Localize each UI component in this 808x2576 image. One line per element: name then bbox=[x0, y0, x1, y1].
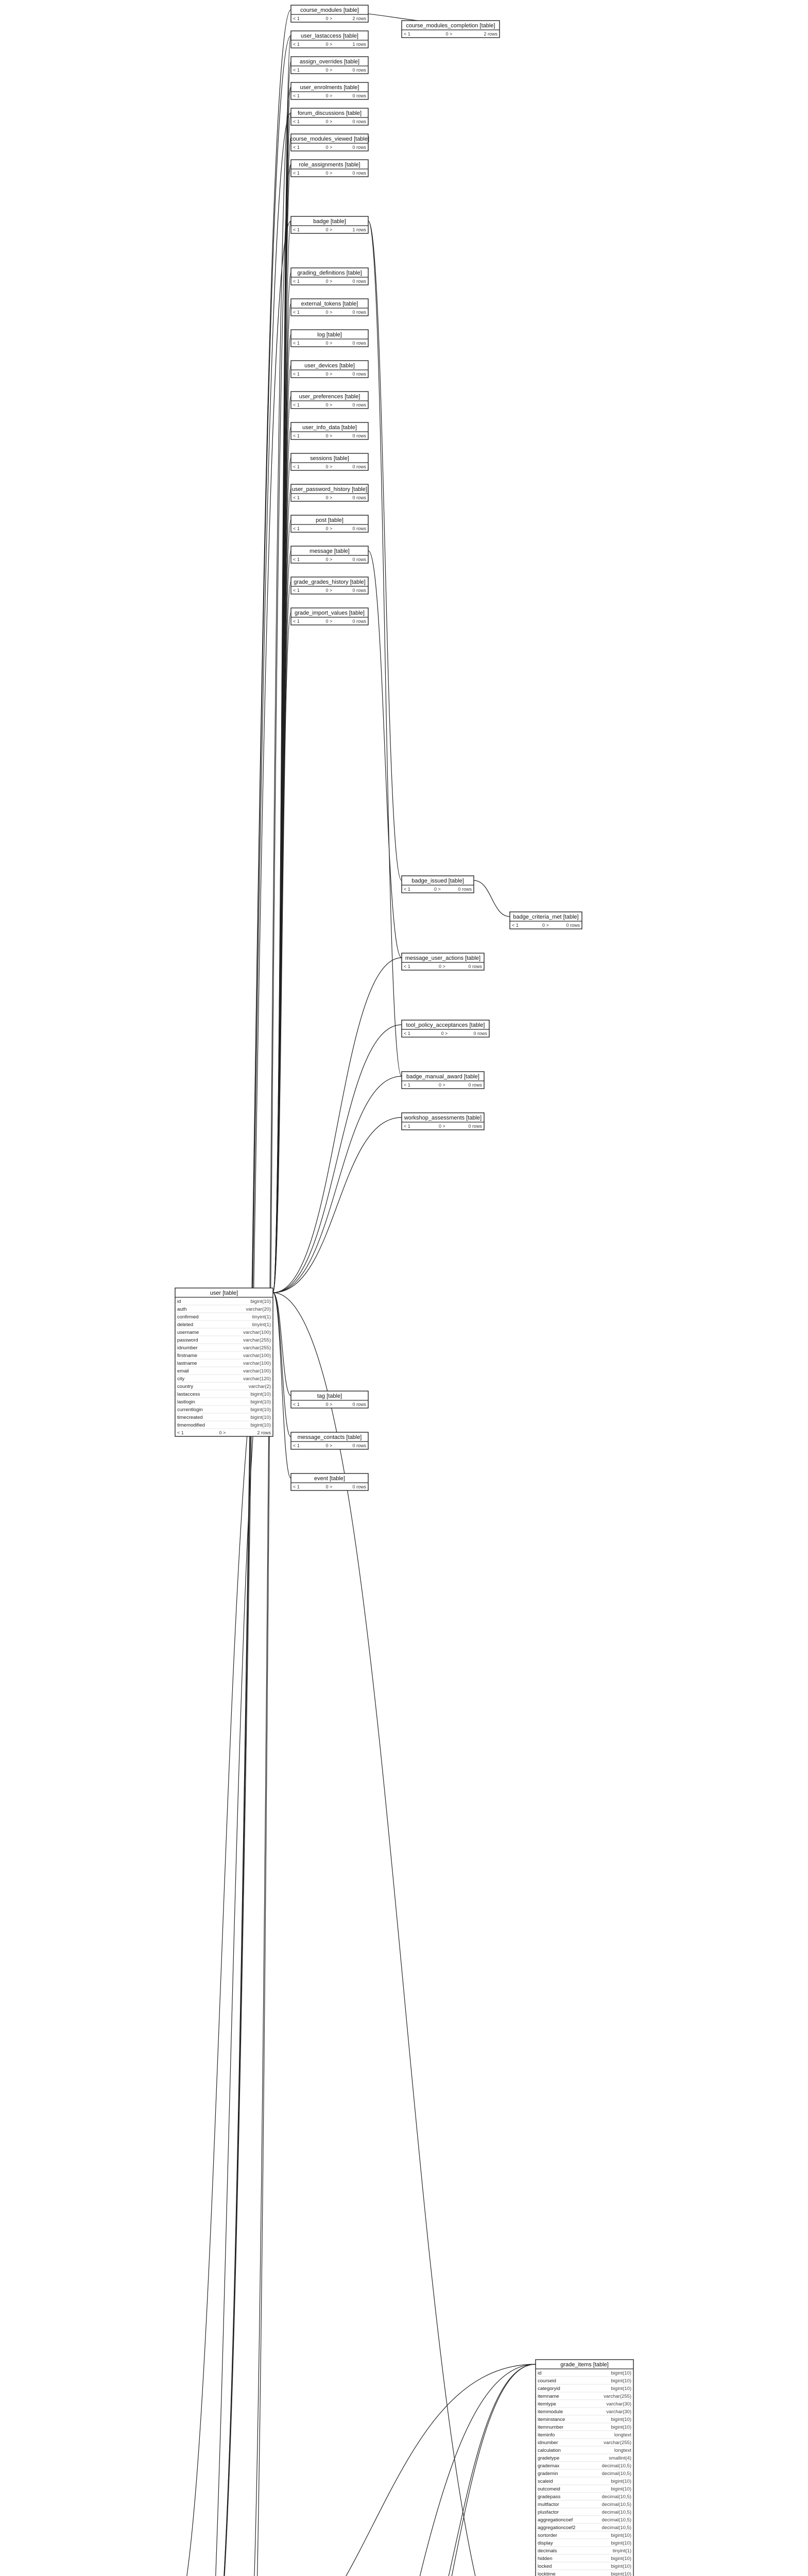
table-course-modules[interactable] bbox=[291, 5, 368, 22]
column-type: tinyint(1) bbox=[252, 1314, 271, 1320]
column-type: varchar(100) bbox=[243, 1368, 271, 1374]
column-name: idnumber bbox=[177, 1345, 198, 1351]
footer-row-count: 1 rows bbox=[352, 227, 366, 232]
column-type: bigint(10) bbox=[611, 2556, 631, 2562]
table-title: user_info_data [table] bbox=[302, 425, 357, 431]
footer-children-count: 0 > bbox=[325, 1402, 333, 1407]
column-name: display bbox=[538, 2540, 553, 2546]
column-type: varchar(20) bbox=[246, 1307, 271, 1312]
footer-parents-count: < 1 bbox=[293, 16, 300, 21]
footer-parents-count: < 1 bbox=[293, 1402, 300, 1407]
column-name: sortorder bbox=[538, 2533, 558, 2538]
column-name: grademin bbox=[538, 2471, 558, 2477]
footer-children-count: 0 > bbox=[325, 145, 333, 150]
footer-parents-count: < 1 bbox=[177, 1430, 184, 1435]
column-type: tinyint(1) bbox=[252, 1322, 271, 1328]
column-type: decimal(10,5) bbox=[601, 2510, 631, 2515]
column-name: currentlogin bbox=[177, 1407, 203, 1413]
column-type: bigint(10) bbox=[611, 2479, 631, 2484]
footer-row-count: 0 rows bbox=[352, 433, 366, 438]
column-name: scaleid bbox=[538, 2479, 553, 2484]
footer-children-count: 0 > bbox=[325, 341, 333, 346]
table-log[interactable] bbox=[291, 330, 368, 347]
column-type: varchar(255) bbox=[243, 1337, 271, 1343]
footer-row-count: 0 rows bbox=[352, 310, 366, 315]
table-title: user_password_history [table] bbox=[291, 486, 368, 493]
footer-parents-count: < 1 bbox=[293, 279, 300, 284]
table-boxes bbox=[10, 5, 633, 2576]
footer-children-count: 0 > bbox=[325, 1443, 333, 1448]
footer-children-count: 0 > bbox=[325, 557, 333, 562]
footer-row-count: 0 rows bbox=[352, 464, 366, 469]
footer-children-count: 0 > bbox=[325, 433, 333, 438]
column-name: lastlogin bbox=[177, 1399, 195, 1405]
table-badge-manual-award[interactable] bbox=[402, 1072, 484, 1089]
column-type: bigint(10) bbox=[611, 2533, 631, 2538]
footer-children-count: 0 > bbox=[325, 119, 333, 124]
column-type: decimal(10,5) bbox=[601, 2471, 631, 2477]
column-type: bigint(10) bbox=[250, 1299, 271, 1304]
table-user-info-data[interactable] bbox=[291, 422, 368, 439]
column-name: city bbox=[177, 1376, 185, 1382]
table-title: sessions [table] bbox=[310, 455, 349, 462]
table-course-modules-viewed[interactable] bbox=[290, 134, 369, 151]
footer-children-count: 0 > bbox=[325, 310, 333, 315]
column-type: varchar(255) bbox=[604, 2394, 631, 2399]
table-title: user_devices [table] bbox=[304, 363, 355, 369]
footer-children-count: 0 > bbox=[325, 67, 333, 73]
footer-row-count: 0 rows bbox=[468, 1082, 482, 1088]
table-badge-criteria-met[interactable] bbox=[510, 912, 582, 929]
footer-children-count: 0 > bbox=[325, 279, 333, 284]
table-title: user_enrolments [table] bbox=[300, 84, 359, 91]
footer-parents-count: < 1 bbox=[404, 964, 410, 969]
table-course-modules-completion[interactable] bbox=[402, 21, 500, 38]
table-title: badge_issued [table] bbox=[411, 878, 464, 884]
column-name: grademax bbox=[538, 2463, 560, 2469]
table-title: user_preferences [table] bbox=[299, 394, 360, 400]
column-name: username bbox=[177, 1330, 199, 1335]
column-name: country bbox=[177, 1384, 194, 1389]
column-type: varchar(255) bbox=[243, 1345, 271, 1351]
table-event[interactable] bbox=[291, 1473, 368, 1490]
table-title: log [table] bbox=[317, 332, 342, 338]
footer-children-count: 0 > bbox=[325, 93, 333, 98]
table-external-tokens[interactable] bbox=[291, 299, 368, 316]
edge-message-contacts-to-user bbox=[273, 1293, 291, 1437]
table-title: assign_overrides [table] bbox=[299, 59, 360, 65]
footer-row-count: 0 rows bbox=[352, 67, 366, 73]
footer-row-count: 0 rows bbox=[352, 1443, 366, 1448]
footer-parents-count: < 1 bbox=[293, 464, 300, 469]
footer-row-count: 0 rows bbox=[352, 402, 366, 408]
column-name: firstname bbox=[177, 1353, 198, 1359]
column-type: decimal(10,5) bbox=[601, 2517, 631, 2523]
edge-grade-items-to-grade-categories bbox=[373, 2364, 536, 2576]
footer-row-count: 2 rows bbox=[352, 16, 366, 21]
column-type: tinyint(1) bbox=[612, 2548, 631, 2554]
table-title: event [table] bbox=[314, 1476, 345, 1482]
table-user-devices[interactable] bbox=[291, 361, 368, 378]
column-name: decimals bbox=[538, 2548, 557, 2554]
edge-badge-issued-to-badge bbox=[368, 221, 402, 880]
column-type: varchar(2) bbox=[248, 1384, 271, 1389]
column-name: password bbox=[177, 1337, 198, 1343]
footer-row-count: 0 rows bbox=[458, 887, 472, 892]
footer-parents-count: < 1 bbox=[293, 145, 300, 150]
footer-children-count: 0 > bbox=[439, 1124, 445, 1129]
table-post[interactable] bbox=[291, 515, 368, 532]
column-name: lastname bbox=[177, 1361, 197, 1366]
footer-children-count: 0 > bbox=[325, 495, 333, 500]
column-type: smallint(4) bbox=[609, 2455, 631, 2461]
column-type: varchar(100) bbox=[243, 1330, 271, 1335]
footer-parents-count: < 1 bbox=[404, 31, 410, 37]
footer-children-count: 0 > bbox=[542, 923, 549, 928]
column-name: multfactor bbox=[538, 2502, 559, 2507]
table-title: course_modules_completion [table] bbox=[406, 23, 495, 29]
footer-parents-count: < 1 bbox=[293, 402, 300, 408]
table-badge[interactable] bbox=[291, 216, 368, 233]
footer-children-count: 0 > bbox=[325, 371, 333, 377]
column-name: courseid bbox=[538, 2378, 556, 2384]
table-title: message_contacts [table] bbox=[297, 1434, 362, 1440]
footer-children-count: 0 > bbox=[445, 31, 453, 37]
footer-row-count: 0 rows bbox=[352, 341, 366, 346]
footer-row-count: 0 rows bbox=[352, 526, 366, 531]
footer-parents-count: < 1 bbox=[293, 495, 300, 500]
table-user-preferences[interactable] bbox=[291, 392, 368, 409]
footer-parents-count: < 1 bbox=[293, 557, 300, 562]
column-name: calculation bbox=[538, 2448, 561, 2453]
edge-event-to-user bbox=[273, 1293, 291, 1478]
table-title: user_lastaccess [table] bbox=[301, 33, 358, 39]
column-name: auth bbox=[177, 1307, 187, 1312]
table-user-enrolments[interactable] bbox=[291, 82, 368, 99]
column-type: bigint(10) bbox=[611, 2370, 631, 2376]
column-type: bigint(10) bbox=[250, 1422, 271, 1428]
column-name: timemodified bbox=[177, 1422, 205, 1428]
footer-parents-count: < 1 bbox=[293, 341, 300, 346]
table-badge-issued[interactable] bbox=[402, 876, 474, 893]
column-name: itemnumber bbox=[538, 2425, 564, 2430]
table-grade-grades-history[interactable] bbox=[291, 577, 368, 594]
edge-message-user-actions-to-user bbox=[273, 958, 402, 1293]
column-type: bigint(10) bbox=[611, 2378, 631, 2384]
footer-row-count: 0 rows bbox=[352, 619, 366, 624]
table-title: grade_grades_history [table] bbox=[294, 579, 366, 585]
table-user-password-history[interactable] bbox=[291, 484, 368, 501]
footer-parents-count: < 1 bbox=[293, 67, 300, 73]
column-type: bigint(10) bbox=[611, 2564, 631, 2569]
table-title: badge [table] bbox=[313, 218, 346, 225]
footer-parents-count: < 1 bbox=[293, 119, 300, 124]
table-title: tag [table] bbox=[317, 1393, 342, 1399]
footer-children-count: 0 > bbox=[434, 887, 441, 892]
column-name: iteminstance bbox=[538, 2417, 565, 2422]
table-title: badge_criteria_met [table] bbox=[513, 914, 579, 920]
footer-row-count: 0 rows bbox=[352, 1402, 366, 1407]
footer-row-count: 1 rows bbox=[352, 42, 366, 47]
table-title: message [table] bbox=[310, 548, 350, 554]
column-name: id bbox=[177, 1299, 181, 1304]
column-name: timecreated bbox=[177, 1415, 203, 1420]
column-type: decimal(10,5) bbox=[601, 2463, 631, 2469]
column-type: bigint(10) bbox=[611, 2540, 631, 2546]
table-sessions[interactable] bbox=[291, 453, 368, 470]
table-tag[interactable] bbox=[291, 1391, 368, 1408]
column-type: decimal(10,5) bbox=[601, 2494, 631, 2500]
footer-children-count: 0 > bbox=[325, 1484, 333, 1489]
column-name: iteminfo bbox=[538, 2432, 555, 2438]
column-name: gradepass bbox=[538, 2494, 561, 2500]
table-message-contacts[interactable] bbox=[291, 1432, 368, 1449]
footer-parents-count: < 1 bbox=[404, 887, 410, 892]
footer-row-count: 2 rows bbox=[257, 1430, 271, 1435]
table-grading-definitions[interactable] bbox=[291, 268, 368, 285]
edge-grade-items-to-course bbox=[211, 2364, 536, 2576]
table-title: badge_manual_award [table] bbox=[406, 1074, 479, 1080]
column-type: bigint(10) bbox=[250, 1415, 271, 1420]
table-role-assignments[interactable] bbox=[291, 160, 368, 177]
column-name: confirmed bbox=[177, 1314, 199, 1320]
footer-parents-count: < 1 bbox=[512, 923, 519, 928]
edge-course-completions-to-user bbox=[170, 1293, 273, 2576]
footer-parents-count: < 1 bbox=[404, 1031, 410, 1036]
footer-parents-count: < 1 bbox=[293, 371, 300, 377]
edge-badge-criteria-met-to-badge-issued bbox=[474, 880, 510, 917]
column-type: bigint(10) bbox=[250, 1399, 271, 1405]
footer-row-count: 2 rows bbox=[484, 31, 497, 37]
table-grade-items[interactable] bbox=[536, 2360, 633, 2576]
table-forum-discussions[interactable] bbox=[291, 108, 368, 125]
column-name: locked bbox=[538, 2564, 552, 2569]
column-type: bigint(10) bbox=[250, 1392, 271, 1397]
column-type: varchar(30) bbox=[606, 2401, 631, 2407]
column-name: itemtype bbox=[538, 2401, 556, 2407]
column-type: varchar(100) bbox=[243, 1361, 271, 1366]
table-title: tool_policy_acceptances [table] bbox=[406, 1022, 485, 1028]
footer-row-count: 0 rows bbox=[352, 495, 366, 500]
footer-children-count: 0 > bbox=[439, 1082, 445, 1088]
column-type: decimal(10,5) bbox=[601, 2502, 631, 2507]
footer-children-count: 0 > bbox=[325, 42, 333, 47]
column-name: aggregationcoef2 bbox=[538, 2525, 576, 2531]
column-type: bigint(10) bbox=[611, 2486, 631, 2492]
table-message-user-actions[interactable] bbox=[402, 953, 484, 970]
column-type: varchar(120) bbox=[243, 1376, 271, 1382]
column-name: itemname bbox=[538, 2394, 559, 2399]
table-workshop-assessments[interactable] bbox=[402, 1113, 484, 1130]
column-type: longtext bbox=[614, 2448, 631, 2453]
table-title: external_tokens [table] bbox=[301, 301, 358, 307]
table-user[interactable] bbox=[175, 1288, 273, 1436]
column-type: bigint(10) bbox=[611, 2417, 631, 2422]
table-grade-import-values[interactable] bbox=[291, 608, 368, 625]
footer-parents-count: < 1 bbox=[404, 1082, 410, 1088]
column-name: aggregationcoef bbox=[538, 2517, 573, 2523]
column-name: itemmodule bbox=[538, 2409, 563, 2415]
footer-row-count: 0 rows bbox=[352, 279, 366, 284]
footer-children-count: 0 > bbox=[325, 227, 333, 232]
column-type: bigint(10) bbox=[611, 2425, 631, 2430]
footer-row-count: 0 rows bbox=[352, 1484, 366, 1489]
footer-children-count: 0 > bbox=[325, 171, 333, 176]
footer-children-count: 0 > bbox=[219, 1430, 226, 1435]
column-type: bigint(10) bbox=[250, 1407, 271, 1413]
column-type: decimal(10,5) bbox=[601, 2525, 631, 2531]
footer-children-count: 0 > bbox=[325, 588, 333, 593]
table-title: post [table] bbox=[316, 517, 343, 523]
column-type: bigint(10) bbox=[611, 2386, 631, 2392]
footer-row-count: 0 rows bbox=[352, 119, 366, 124]
footer-row-count: 0 rows bbox=[352, 93, 366, 98]
footer-parents-count: < 1 bbox=[404, 1124, 410, 1129]
footer-row-count: 0 rows bbox=[352, 588, 366, 593]
edge-workshop-assessments-to-user bbox=[273, 1117, 402, 1293]
table-title: course_modules_viewed [table] bbox=[289, 136, 370, 142]
column-name: gradetype bbox=[538, 2455, 560, 2461]
table-title: user [table] bbox=[210, 1290, 238, 1296]
column-type: bigint(10) bbox=[611, 2571, 631, 2576]
table-title: forum_discussions [table] bbox=[297, 110, 362, 116]
table-title: workshop_assessments [table] bbox=[404, 1115, 482, 1121]
footer-parents-count: < 1 bbox=[293, 227, 300, 232]
edge-badge-manual-award-to-user bbox=[273, 1076, 402, 1293]
footer-children-count: 0 > bbox=[441, 1031, 448, 1036]
footer-children-count: 0 > bbox=[325, 526, 333, 531]
footer-parents-count: < 1 bbox=[293, 171, 300, 176]
footer-row-count: 0 rows bbox=[473, 1031, 487, 1036]
table-title: grade_import_values [table] bbox=[295, 610, 365, 616]
footer-parents-count: < 1 bbox=[293, 433, 300, 438]
footer-row-count: 0 rows bbox=[352, 145, 366, 150]
column-name: deleted bbox=[177, 1322, 194, 1328]
column-name: hidden bbox=[538, 2556, 553, 2562]
table-message[interactable] bbox=[291, 546, 368, 563]
edge-grade-items-to-grade-outcomes bbox=[368, 2364, 536, 2576]
column-name: idnumber bbox=[538, 2440, 558, 2446]
column-name: lastaccess bbox=[177, 1392, 200, 1397]
edge-scale-to-user bbox=[185, 1293, 273, 2576]
column-name: id bbox=[538, 2370, 542, 2376]
table-title: grading_definitions [table] bbox=[297, 270, 362, 276]
table-tool-policy-acceptances[interactable] bbox=[402, 1020, 489, 1037]
footer-row-count: 0 rows bbox=[566, 923, 580, 928]
column-name: email bbox=[177, 1368, 189, 1374]
footer-children-count: 0 > bbox=[325, 16, 333, 21]
column-name: plusfactor bbox=[538, 2510, 559, 2515]
footer-row-count: 0 rows bbox=[352, 557, 366, 562]
footer-parents-count: < 1 bbox=[293, 1484, 300, 1489]
table-assign-overrides[interactable] bbox=[291, 57, 368, 74]
footer-row-count: 0 rows bbox=[352, 371, 366, 377]
footer-row-count: 0 rows bbox=[468, 964, 482, 969]
footer-children-count: 0 > bbox=[439, 964, 445, 969]
edge-message-user-actions-to-message bbox=[368, 551, 402, 958]
footer-children-count: 0 > bbox=[325, 402, 333, 408]
footer-parents-count: < 1 bbox=[293, 619, 300, 624]
table-user-lastaccess[interactable] bbox=[291, 31, 368, 48]
table-title: course_modules [table] bbox=[300, 7, 359, 13]
column-type: longtext bbox=[614, 2432, 631, 2438]
edge-badge-manual-award-to-badge bbox=[368, 221, 402, 1076]
column-name: outcomeid bbox=[538, 2486, 560, 2492]
footer-children-count: 0 > bbox=[325, 464, 333, 469]
column-type: varchar(255) bbox=[604, 2440, 631, 2446]
footer-parents-count: < 1 bbox=[293, 588, 300, 593]
footer-parents-count: < 1 bbox=[293, 42, 300, 47]
column-name: locktime bbox=[538, 2571, 556, 2576]
footer-parents-count: < 1 bbox=[293, 526, 300, 531]
column-name: categoryid bbox=[538, 2386, 560, 2392]
footer-parents-count: < 1 bbox=[293, 310, 300, 315]
column-type: varchar(30) bbox=[606, 2409, 631, 2415]
table-title: message_user_actions [table] bbox=[405, 955, 481, 961]
footer-parents-count: < 1 bbox=[293, 1443, 300, 1448]
footer-parents-count: < 1 bbox=[293, 93, 300, 98]
table-title: grade_items [table] bbox=[560, 2362, 609, 2368]
footer-row-count: 0 rows bbox=[468, 1124, 482, 1129]
column-type: varchar(100) bbox=[243, 1353, 271, 1359]
footer-children-count: 0 > bbox=[325, 619, 333, 624]
edge-tool-policy-acceptances-to-user bbox=[273, 1025, 402, 1293]
footer-row-count: 0 rows bbox=[352, 171, 366, 176]
table-title: role_assignments [table] bbox=[299, 162, 360, 168]
